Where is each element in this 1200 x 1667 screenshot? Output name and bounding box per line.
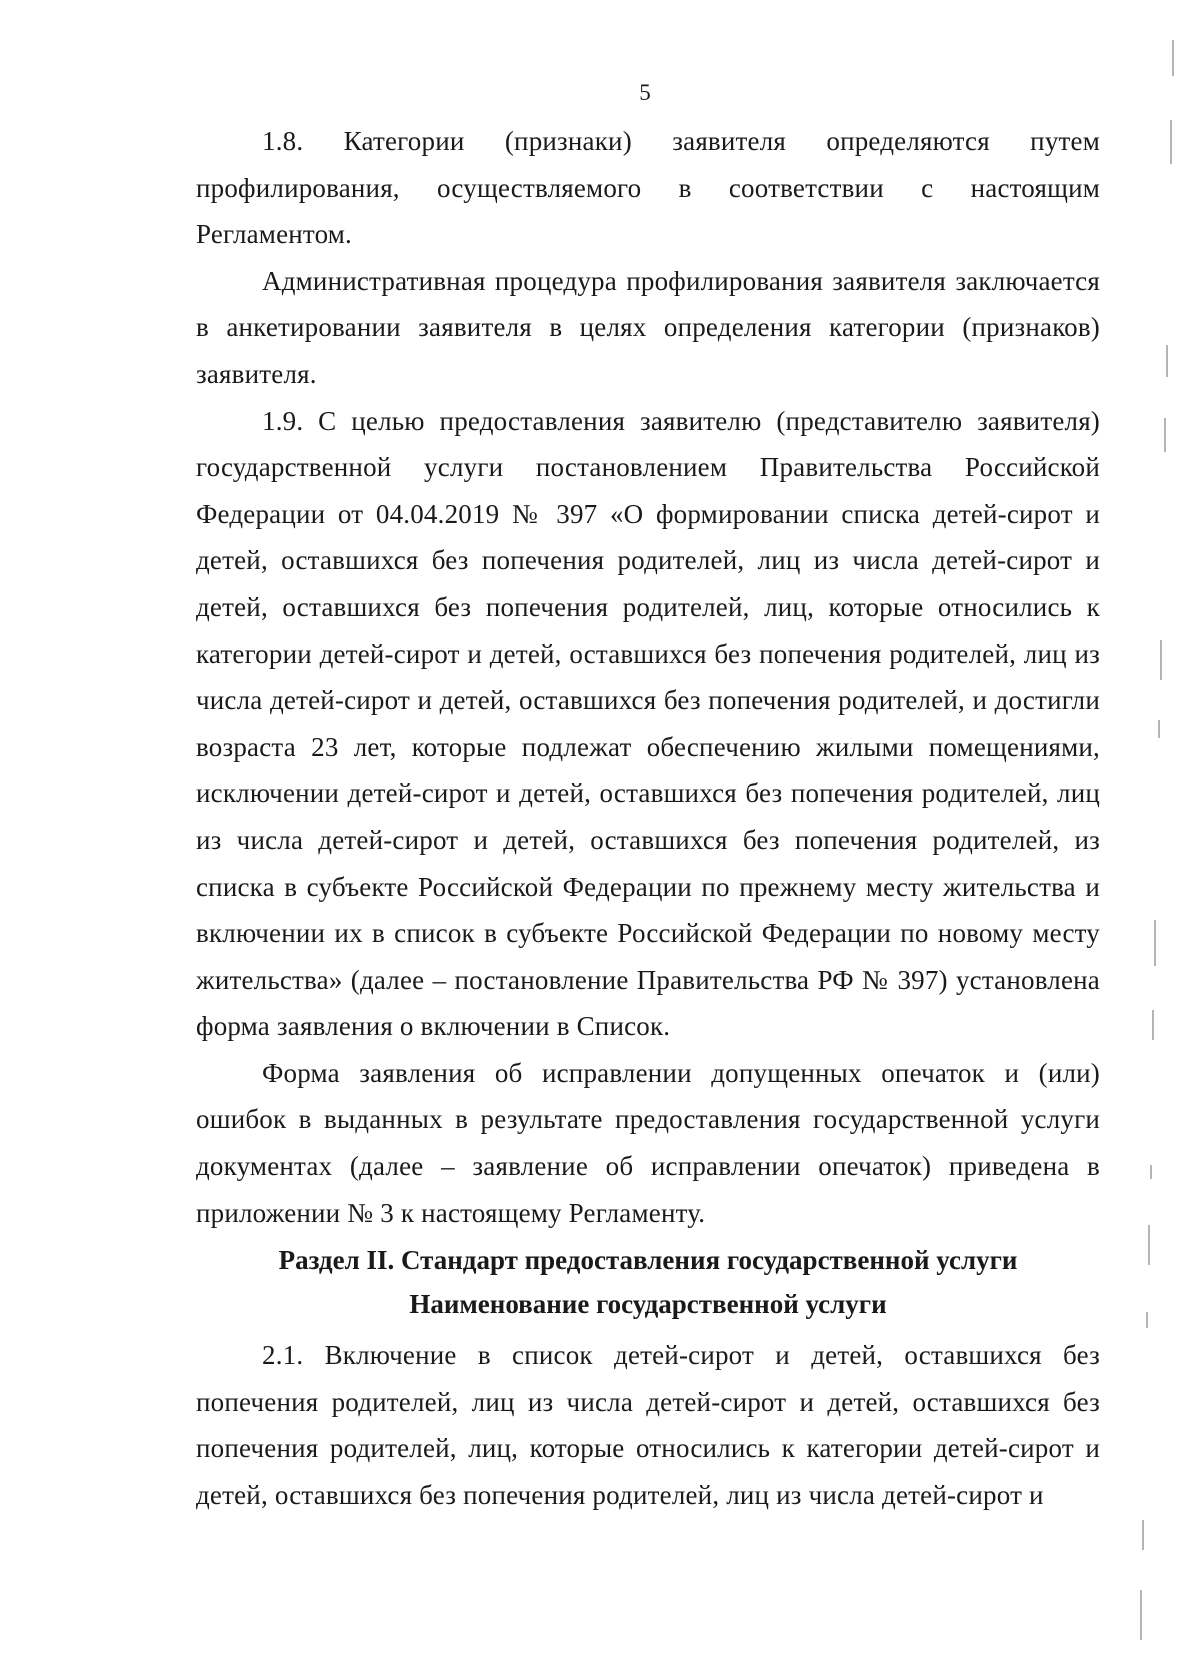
scan-edge-mark	[1172, 40, 1174, 76]
document-body	[196, 118, 1100, 1519]
paragraph-profiling: Административная процедура профилирования заявителя заключается в анкетировании заявителя в целях определения категории (признаков) заявителя.	[196, 265, 1100, 389]
paragraph-2-1: 2.1. Включение в список детей-сирот и детей, оставшихся без попечения родителей, лиц из числа детей-сирот и детей, оставшихся без попечения родителей, лиц, которые относились к категории детей-сирот и детей, оставшихся без попечения родителей, лиц из числа детей-сирот и	[196, 1340, 1100, 1511]
scan-edge-mark	[1148, 1225, 1150, 1265]
paragraph-correction-form: Форма заявления об исправлении допущенных опечаток и (или) ошибок в выданных в результате предоставления государственной услуги документах (далее – заявление об исправлении опечаток) приведена в приложении № 3 к настоящему Регламенту.	[196, 1057, 1100, 1228]
scan-edge-mark	[1160, 640, 1162, 680]
paragraph-1-8: 1.8. Категории (признаки) заявителя определяются путем профилирования, осуществляемого в соответствии с настоящим Регламентом.	[196, 126, 1100, 250]
scan-edge-mark	[1150, 1165, 1152, 1179]
scan-edge-mark	[1146, 1312, 1148, 1328]
scan-edge-mark	[1170, 120, 1172, 164]
section-heading-block	[196, 1238, 1100, 1326]
page-number: 5	[639, 80, 651, 105]
scan-edge-mark	[1140, 1590, 1142, 1640]
subsection-heading: Наименование государственной услуги	[409, 1289, 887, 1320]
paragraph-1-9: 1.9. С целью предоставления заявителю (представителю заявителя) государственной услуги постановлением Правительства Российской Федерации от 04.04.2019 № 397 «О формировании списка детей-сирот и детей, оставшихся без попечения родителей, лиц из числа детей-сирот и детей, оставшихся без попечения родителей, лиц, которые относились к категории детей-сирот и детей, оставшихся без попечения родителей, лиц из числа детей-сирот и детей, оставшихся без попечения родителей, и достигли возраста 23 лет, которые подлежат обеспечению жилыми помещениями, исключении детей-сирот и детей, оставшихся без попечения родителей, лиц из числа детей-сирот и детей, оставшихся без попечения родителей, из списка в субъекте Российской Федерации по прежнему месту жительства и включении их в список в субъекте Российской Федерации по новому месту жительства» (далее – постановление Правительства РФ № 397) установлена форма заявления о включении в Список.	[196, 405, 1100, 1042]
scan-edge-mark	[1154, 920, 1156, 966]
scan-edge-mark	[1164, 418, 1166, 452]
section-heading: Раздел II. Стандарт предоставления государственной услуги	[278, 1245, 1018, 1276]
scan-edge-mark	[1166, 345, 1168, 377]
scan-edge-mark	[1152, 1010, 1154, 1040]
scan-edge-mark	[1142, 1520, 1144, 1550]
scan-edge-mark	[1158, 720, 1160, 738]
